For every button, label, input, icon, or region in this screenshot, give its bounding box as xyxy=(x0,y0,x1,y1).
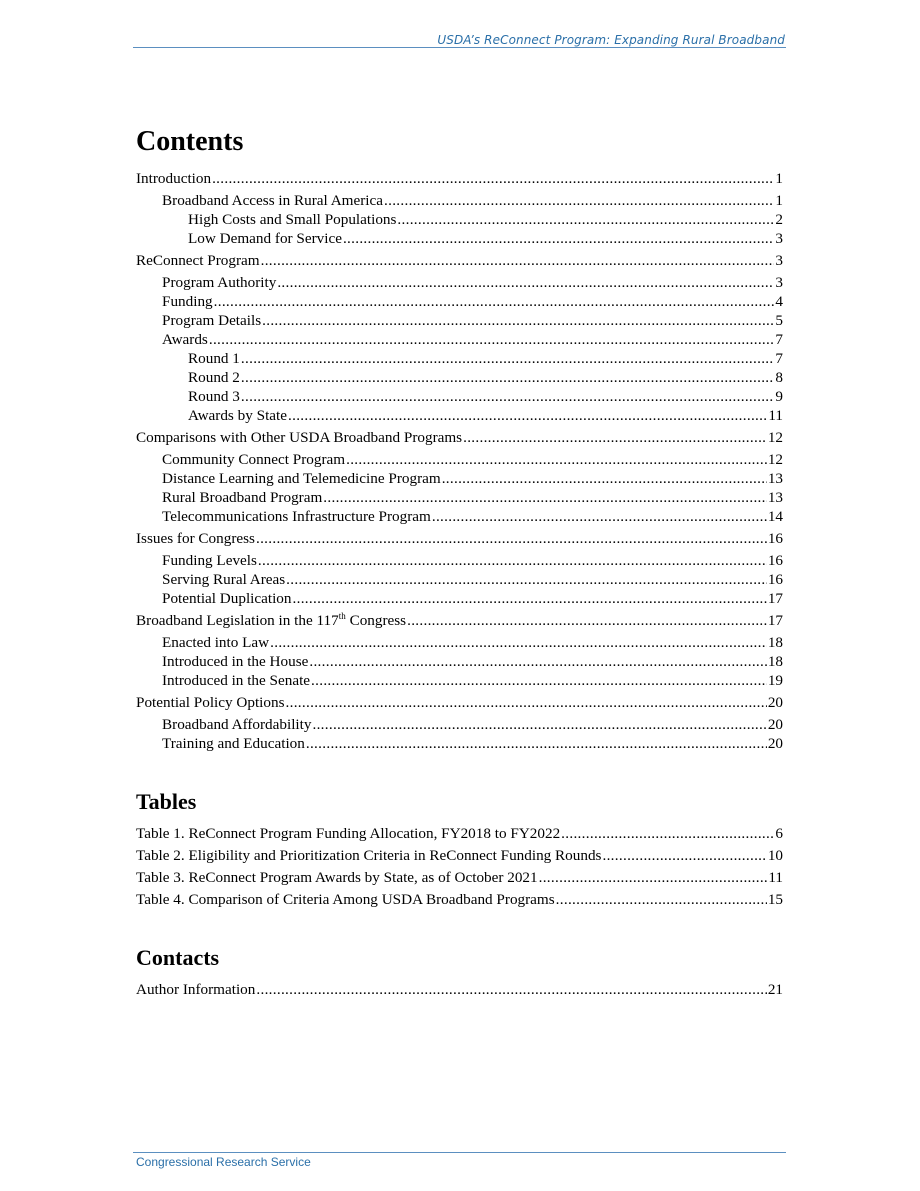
toc-entry-rural-broadband[interactable]: Rural Broadband Program ..... 13 xyxy=(136,488,783,507)
running-header: USDA’s ReConnect Program: Expanding Rural Broadband xyxy=(437,33,785,47)
toc-entry-awards[interactable]: Awards ..... 7 xyxy=(136,330,783,349)
contact-entry-author-information[interactable]: Author Information ..... 21 xyxy=(136,980,783,999)
table-entry-4[interactable]: Table 4. Comparison of Criteria Among USDA Broadband Programs ..... 15 xyxy=(136,890,783,909)
toc-entry-serving-rural-areas[interactable]: Serving Rural Areas ..... 16 xyxy=(136,570,783,589)
toc-entry-round-1[interactable]: Round 1 ..... 7 xyxy=(136,349,783,368)
footer-publisher: Congressional Research Service xyxy=(136,1155,311,1169)
toc-entry-broadband-legislation[interactable]: Broadband Legislation in the 117th Congress ..... 17 xyxy=(136,611,783,630)
toc-entry-introduced-house[interactable]: Introduced in the House ..... 18 xyxy=(136,652,783,671)
contents-heading: Contents xyxy=(136,126,244,157)
footer-rule xyxy=(133,1152,786,1153)
toc-entry-broadband-affordability[interactable]: Broadband Affordability ..... 20 xyxy=(136,715,783,734)
toc-entry-funding-levels[interactable]: Funding Levels ..... 16 xyxy=(136,551,783,570)
tables-list xyxy=(136,824,783,909)
toc-entry-funding[interactable]: Funding ..... 4 xyxy=(136,292,783,311)
table-entry-2[interactable]: Table 2. Eligibility and Prioritization Criteria in ReConnect Funding Rounds ..... 10 xyxy=(136,846,783,865)
toc-entry-round-3[interactable]: Round 3 ..... 9 xyxy=(136,387,783,406)
toc-entry-comparisons[interactable]: Comparisons with Other USDA Broadband Programs ..... 12 xyxy=(136,428,783,447)
document-body xyxy=(136,120,783,999)
table-entry-3[interactable]: Table 3. ReConnect Program Awards by State, as of October 2021 ..... 11 xyxy=(136,868,783,887)
toc-entry-introduced-senate[interactable]: Introduced in the Senate ..... 19 xyxy=(136,671,783,690)
toc-entry-reconnect-program[interactable]: ReConnect Program ..... 3 xyxy=(136,251,783,270)
toc-entry-issues-for-congress[interactable]: Issues for Congress ..... 16 xyxy=(136,529,783,548)
toc-entry-high-costs[interactable]: High Costs and Small Populations ..... 2 xyxy=(136,210,783,229)
toc-entry-round-2[interactable]: Round 2 ..... 8 xyxy=(136,368,783,387)
toc-entry-awards-by-state[interactable]: Awards by State ..... 11 xyxy=(136,406,783,425)
toc-entry-low-demand[interactable]: Low Demand for Service ..... 3 xyxy=(136,229,783,248)
toc-entry-broadband-access[interactable]: Broadband Access in Rural America ..... 1 xyxy=(136,191,783,210)
tables-heading: Tables xyxy=(136,789,197,814)
toc-entry-community-connect[interactable]: Community Connect Program ..... 12 xyxy=(136,450,783,469)
table-entry-1[interactable]: Table 1. ReConnect Program Funding Allocation, FY2018 to FY2022 ..... 6 xyxy=(136,824,783,843)
contacts-list xyxy=(136,980,783,999)
toc-entry-potential-duplication[interactable]: Potential Duplication ..... 17 xyxy=(136,589,783,608)
toc-entry-enacted-into-law[interactable]: Enacted into Law ..... 18 xyxy=(136,633,783,652)
contents-list xyxy=(136,169,783,753)
toc-entry-telecom-infrastructure[interactable]: Telecommunications Infrastructure Program ..... 14 xyxy=(136,507,783,526)
toc-entry-distance-learning[interactable]: Distance Learning and Telemedicine Program ..... 13 xyxy=(136,469,783,488)
toc-entry-training-education[interactable]: Training and Education ..... 20 xyxy=(136,734,783,753)
header-rule xyxy=(133,47,786,48)
toc-entry-program-authority[interactable]: Program Authority ..... 3 xyxy=(136,273,783,292)
toc-entry-program-details[interactable]: Program Details ..... 5 xyxy=(136,311,783,330)
contacts-heading: Contacts xyxy=(136,945,220,970)
toc-entry-introduction[interactable]: Introduction ..... 1 xyxy=(136,169,783,188)
toc-entry-potential-policy-options[interactable]: Potential Policy Options ..... 20 xyxy=(136,693,783,712)
